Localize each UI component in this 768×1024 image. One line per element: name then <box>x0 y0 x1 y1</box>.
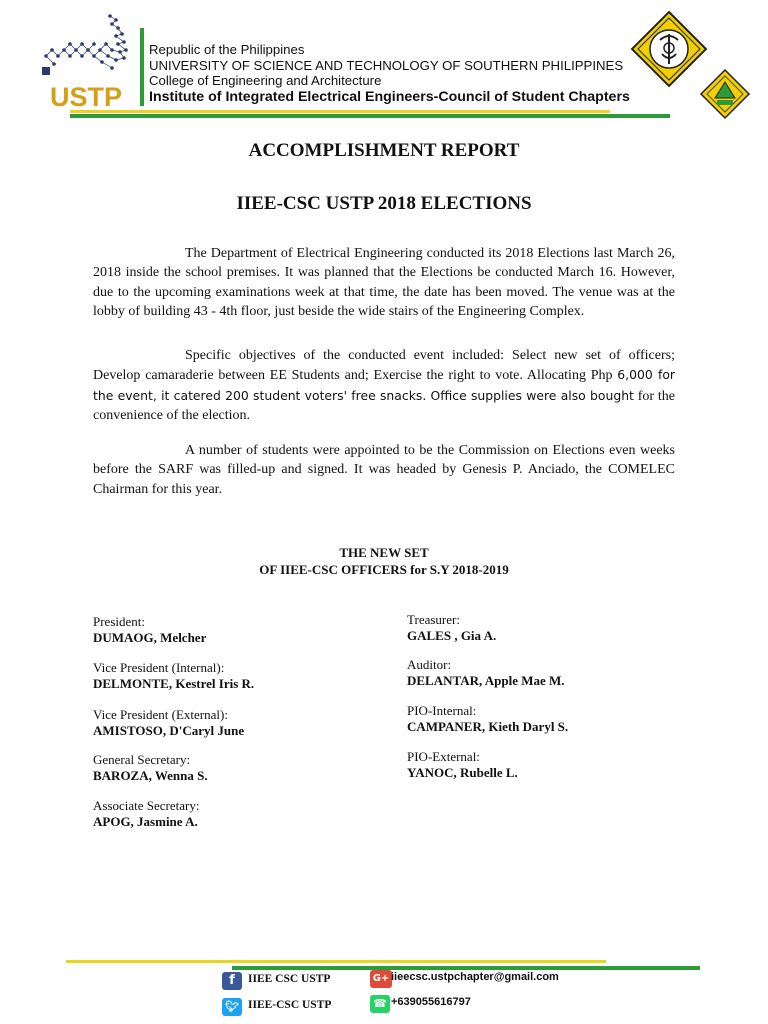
officer-entry <box>93 660 254 692</box>
paragraph-2-part-b: 6,000 for the event, it catered 200 student voters' free snacks. Office supplies were also bought <box>93 367 676 403</box>
email-address[interactable]: iieecsc.ustpchapter@gmail.com <box>391 971 559 983</box>
officer-entry <box>407 703 568 735</box>
officer-name: APOG, Jasmine A. <box>93 814 198 829</box>
officer-name: AMISTOSO, D'Caryl June <box>93 723 245 738</box>
officer-name: DELANTAR, Apple Mae M. <box>407 673 565 688</box>
whatsapp-icon[interactable]: ☎ <box>370 995 390 1013</box>
officer-name: DUMAOG, Melcher <box>93 630 207 645</box>
officer-name: DELMONTE, Kestrel Iris R. <box>93 676 255 691</box>
officer-name: CAMPANER, Kieth Daryl S. <box>407 719 569 734</box>
header-divider <box>140 28 144 106</box>
officer-role: General Secretary: <box>93 752 191 767</box>
officer-entry <box>93 752 208 784</box>
officer-role: Vice President (Internal): <box>93 660 225 675</box>
officer-role: Vice President (External): <box>93 707 228 722</box>
report-subtitle: IIEE-CSC USTP 2018 ELECTIONS <box>236 193 532 214</box>
officer-entry <box>407 749 518 781</box>
twitter-handle[interactable]: IIEE-CSC USTP <box>248 999 332 1011</box>
header-country: Republic of the Philippines <box>149 42 305 57</box>
officer-entry <box>93 614 206 646</box>
header-institute: Institute of Integrated Electrical Engineers-Council of Student Chapters <box>149 88 630 105</box>
officer-name: BAROZA, Wenna S. <box>93 768 208 783</box>
twitter-icon[interactable]: 🐦︎ <box>222 998 242 1016</box>
officer-entry <box>407 657 565 689</box>
student-chapters-seal-icon <box>699 68 751 120</box>
paragraph-2-part-c: for the convenience of the election. <box>93 388 675 424</box>
officer-name: YANOC, Rubelle L. <box>407 765 518 780</box>
officer-role: Associate Secretary: <box>93 798 200 813</box>
institution-header <box>149 42 630 106</box>
officer-role: PIO-External: <box>407 749 480 764</box>
officer-role: President: <box>93 614 145 629</box>
header-college: College of Engineering and Architecture <box>149 73 382 88</box>
paragraph-1: The Department of Electrical Engineering conducted its 2018 Elections last March 26, 2018 inside the school premises. It was planned that the Elections be conducted March 16. However, due to the upcoming examinations week at that time, the date has been moved. The venue was at the lobby of building 43 - 4th floor, just beside the wide stairs of the Engineering Complex. <box>93 246 675 320</box>
ustp-logo <box>38 10 134 110</box>
paragraph-3: A number of students were appointed to be the Commission on Elections even weeks before the SARF was filled-up and signed. It was headed by Genesis P. Anciado, the COMELEC Chairman for this year. <box>93 443 675 497</box>
logo-text: USTP <box>49 82 123 110</box>
officers-heading-line-1: THE NEW SET <box>339 545 429 560</box>
officer-entry <box>93 707 244 739</box>
officer-role: Treasurer: <box>407 612 460 627</box>
header-rule-yellow <box>70 110 610 113</box>
iiee-seal-icon <box>630 10 708 88</box>
officer-role: PIO-Internal: <box>407 703 477 718</box>
paragraph-2-part-a: Specific objectives of the conducted event included: Select new set of officers; Develop camaraderie between EE Students and; Exercise the right to vote. Allocating Php <box>93 348 675 384</box>
footer-rule-green <box>232 966 700 970</box>
phone-number[interactable]: +639055616797 <box>391 996 471 1008</box>
officers-heading-line-2: OF IIEE-CSC OFFICERS for S.Y 2018-2019 <box>259 562 509 577</box>
officer-entry <box>407 612 496 644</box>
officer-role: Auditor: <box>407 657 452 672</box>
facebook-handle[interactable]: IIEE CSC USTP <box>248 973 331 985</box>
header-university: UNIVERSITY OF SCIENCE AND TECHNOLOGY OF SOUTHERN PHILIPPINES <box>149 57 624 73</box>
header-rule-green <box>70 114 670 118</box>
footer-rule-yellow <box>66 960 606 963</box>
google-plus-icon[interactable]: G+ <box>370 970 392 988</box>
paragraph-2 <box>93 346 675 426</box>
facebook-icon[interactable]: f <box>222 972 242 990</box>
officer-entry <box>93 798 199 830</box>
officer-name: GALES , Gia A. <box>407 628 497 643</box>
report-title: ACCOMPLISHMENT REPORT <box>248 140 520 161</box>
